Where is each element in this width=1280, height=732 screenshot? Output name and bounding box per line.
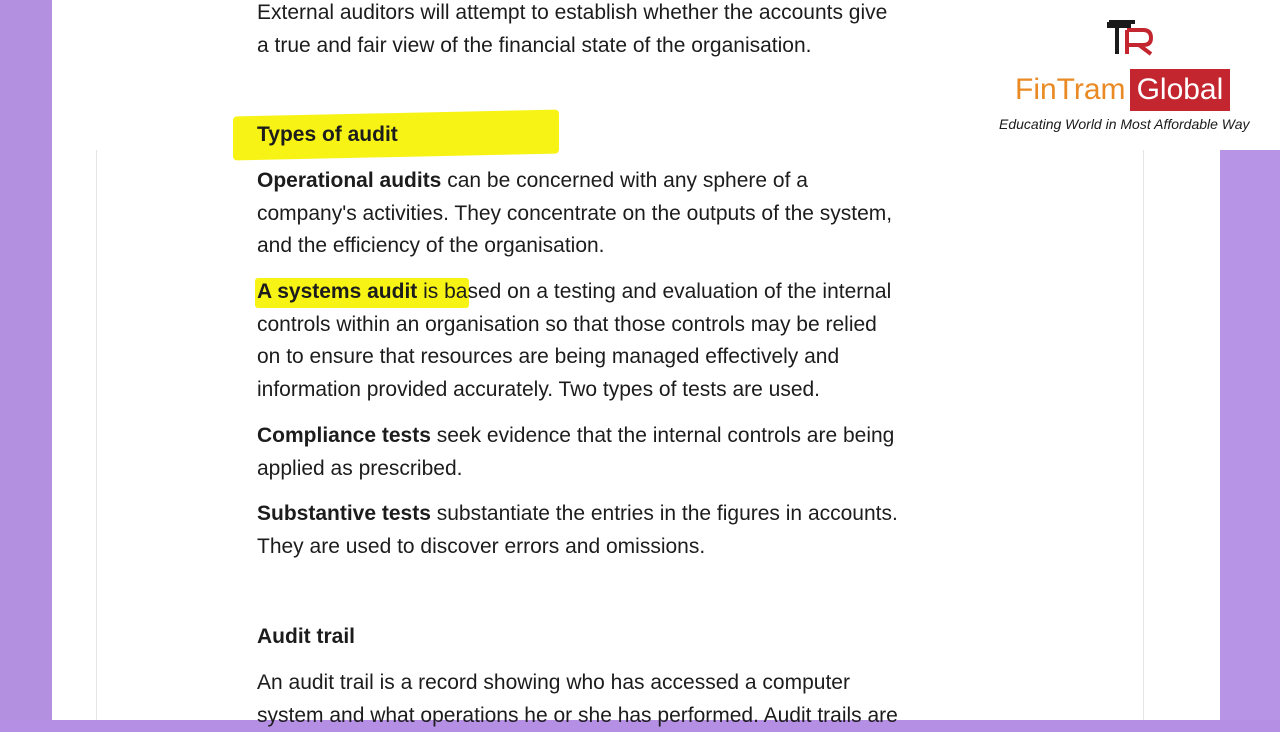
- audit-trail-heading: Audit trail: [257, 625, 355, 648]
- substantive-tests-paragraph: Substantive tests substantiate the entries in the figures in accounts. They are used to discover errors and omissions.: [257, 502, 898, 558]
- operational-audits-term: Operational audits: [257, 169, 442, 192]
- logo-name-global: Global: [1130, 69, 1231, 111]
- intro-paragraph: External auditors will attempt to establish whether the accounts give a true and fair view of the financial state of the organisation.: [257, 1, 888, 57]
- logo-tagline: Educating World in Most Affordable Way: [999, 116, 1250, 132]
- page-margin-left: [96, 150, 97, 720]
- logo-wordmark: [1013, 70, 1230, 110]
- logo-name-fintram: FinTram: [1015, 73, 1126, 106]
- types-of-audit-heading: Types of audit: [257, 123, 398, 146]
- audit-trail-paragraph: An audit trail is a record showing who has accessed a computer system and what operations he or she has performed. Audit trails are: [257, 671, 898, 727]
- systems-audit-term: A systems audit: [257, 280, 418, 303]
- fr-monogram-icon: [1105, 16, 1157, 60]
- systems-audit-paragraph: A systems audit is based on a testing and evaluation of the internal controls within an organisation so that those controls may be relied on to ensure that resources are being managed effectively and information provided accurately. Two types of tests are used.: [257, 280, 892, 401]
- page-margin-right: [1143, 150, 1144, 720]
- compliance-tests-term: Compliance tests: [257, 424, 431, 447]
- operational-audits-paragraph: Operational audits can be concerned with any sphere of a company's activities. They concentrate on the outputs of the system, and the efficiency of the organisation.: [257, 169, 893, 257]
- left-frame: [0, 0, 52, 720]
- compliance-tests-paragraph: Compliance tests seek evidence that the internal controls are being applied as prescribed.: [257, 424, 895, 480]
- substantive-tests-term: Substantive tests: [257, 502, 431, 525]
- fintram-global-logo: [995, 0, 1280, 150]
